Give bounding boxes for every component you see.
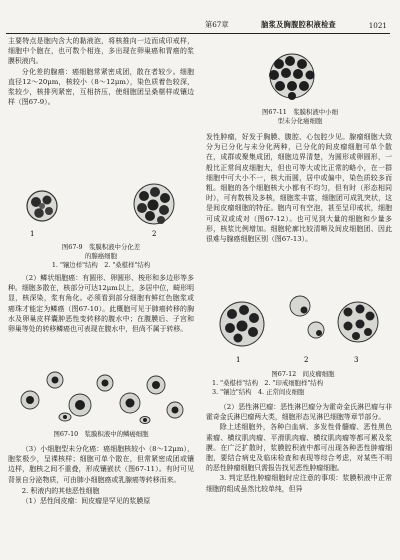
right-column-top xyxy=(206,132,392,244)
left-column-middle xyxy=(8,273,194,334)
cell-cluster-right xyxy=(134,184,174,224)
figure-67-11-caption xyxy=(210,108,390,126)
fig9-label-2: 2 xyxy=(152,230,157,238)
fig9-label-1: 1 xyxy=(30,230,35,238)
paragraph: （2）恶性淋巴瘤：恶性淋巴瘤分为霍奇金氏淋巴瘤与非霍奇金氏淋巴瘤两大类，细胞形态见淋巴细胞等章节部分。 xyxy=(206,403,392,422)
caption-line: 型未分化癌细胞 xyxy=(277,116,323,125)
chapter-number: 第67章 xyxy=(205,20,229,29)
caption-line: 图67-12 间皮瘤细胞 xyxy=(271,370,335,378)
cell-cluster-left xyxy=(27,191,57,221)
caption-line: 1. "镶边样"结构 2. "桑椹样"结构 xyxy=(51,260,151,269)
paragraph: 分化差的腺癌：癌细胞常紧密成团，散在者较少。细胞直径12～20μm，核较小（8～12μm），染色质着色较深，浆较少，核排列紧密，互相挤压，使细胞团呈桑椹样或镶边样（图67-9）。 xyxy=(8,67,194,107)
left-column-bottom xyxy=(8,444,194,506)
caption-line: 的腺癌细胞 xyxy=(85,251,117,260)
figure-67-10-caption: 图67-10 浆膜积液中的鳞癌细胞 xyxy=(53,430,149,438)
paragraph: （2）鳞状细胞癌：有圆形、卵圆形、梭形和多边形等多种。细胞多散在，核部分可达12μm以上，多居中位，畸形明显，核深染，浆有角化。必须看到部分细胞有鲜红色胞浆或癌珠才能定为鳞癌（图67-10）。此概胞可见于肺癌转移的胸水及卵巢皮样囊肿恶性变转移的腹水中；在腹膜后、子宫和卵巢等处的转移鳞癌也可表现在腹水中，但尚不属于转移。 xyxy=(8,274,194,334)
caption-line: 图67-11 浆膜积液中小细 xyxy=(262,108,338,116)
caption-line: 图67-9 浆膜积液中分化差 xyxy=(61,243,141,251)
signet-ring-cells xyxy=(290,296,324,338)
right-column-bottom xyxy=(206,402,392,494)
chapter-title: 脑浆及胸腹腔积液检查 xyxy=(261,20,337,29)
paragraph: 3. 判定恶性肿瘤细胞时应注意的事项：浆膜积液中正常细胞的组成虽然比较单纯，但异 xyxy=(206,474,392,493)
header-rule xyxy=(6,33,390,34)
squamous-cells xyxy=(21,372,183,424)
caption-line: 1. "桑椹样"结构 2. "印戒细胞样"结构 xyxy=(212,378,324,387)
fig12-label-1: 1 xyxy=(236,356,241,364)
figure-67-9-image xyxy=(12,178,192,242)
figure-67-10-image xyxy=(10,365,192,427)
page-number: 1021 xyxy=(368,20,387,30)
figure-67-9-caption xyxy=(8,243,194,269)
caption-line: 3. "镶边"结构 4. 正常间皮细胞 xyxy=(212,387,305,396)
figure-67-12-caption xyxy=(212,370,394,396)
paragraph: 除上述细胞外，各种白血病、多发性骨髓瘤、恶性黑色素瘤、横纹肌肉瘤、平滑肌肉瘤、横纹肌肉瘤等都可累及浆膜。在广泛扩散时，浆膜腔积液中都可出现各种恶性肿瘤细胞，要结合病史及临床检查和表现等综合考虑，对某些不明的恶性肿瘤细胞只需报告找见恶性肿瘤细胞。 xyxy=(206,423,392,473)
figure-67-12-image xyxy=(208,282,390,366)
fig12-label-2: 2 xyxy=(304,356,309,364)
fig12-label-3: 3 xyxy=(354,356,359,364)
paragraph: 发性肿瘤，好发于胸膜、腹腔、心包腔少见。腺瘤细胞大致分为已分化与未分化两种，已分化的间皮瘤细胞可单个散在，成群或聚集成团，细胞边界清楚，为圆形或卵圆形，一般比正常间皮细胞大，但也可等大或比正常的略小，在一群细胞中可大小不一，核大而圆，居中或偏中，染色质较多而粗。细胞的各个细胞核大小都有不均匀，但有时（形态相同时），可有数核及多核，细胞浆丰富，细胞团可成乳突状，这是间皮瘤细胞的特征。胞内可有空泡，甚至呈印戒状，细胞可成双或成对（图67-12）。也可见到大量的细胞和少量多形，核浆比例增加。细胞轮廓比较清晰及间皮细胞团、因此很难与腺癌细胞区别（图67-13）。 xyxy=(206,133,392,244)
small-cell-cluster xyxy=(269,54,315,100)
page-header xyxy=(205,19,387,31)
mesothelioma-cluster-3 xyxy=(338,302,378,342)
paragraph: （1）恶性间皮瘤：间皮瘤是罕见的浆膜原 xyxy=(21,497,151,506)
paragraph: 主要特点是胞内含大的黏液泡，将核推向一边而成印戒样，细胞中个胞在，也可数个相连，多出现在卵巢癌和胃癌的浆膜积液内。 xyxy=(8,37,194,66)
section-heading: 2. 积液内的其他恶性细胞 xyxy=(21,486,100,495)
paragraph: （3）小细胞型未分化癌：癌细胞核较小（8～12μm），胞浆极少，呈裸核样；细胞可单个散在，但常紧密成团或镶边样，胞核之间不重叠，形成镶嵌状（图67-11）。有时可见背景自分泌物质，可由肺小细胞癌或乳腺癌等转移而来。 xyxy=(8,445,194,484)
figure-67-11-image xyxy=(232,42,352,106)
left-column-top xyxy=(8,36,194,107)
mesothelioma-cluster-1 xyxy=(220,302,264,346)
